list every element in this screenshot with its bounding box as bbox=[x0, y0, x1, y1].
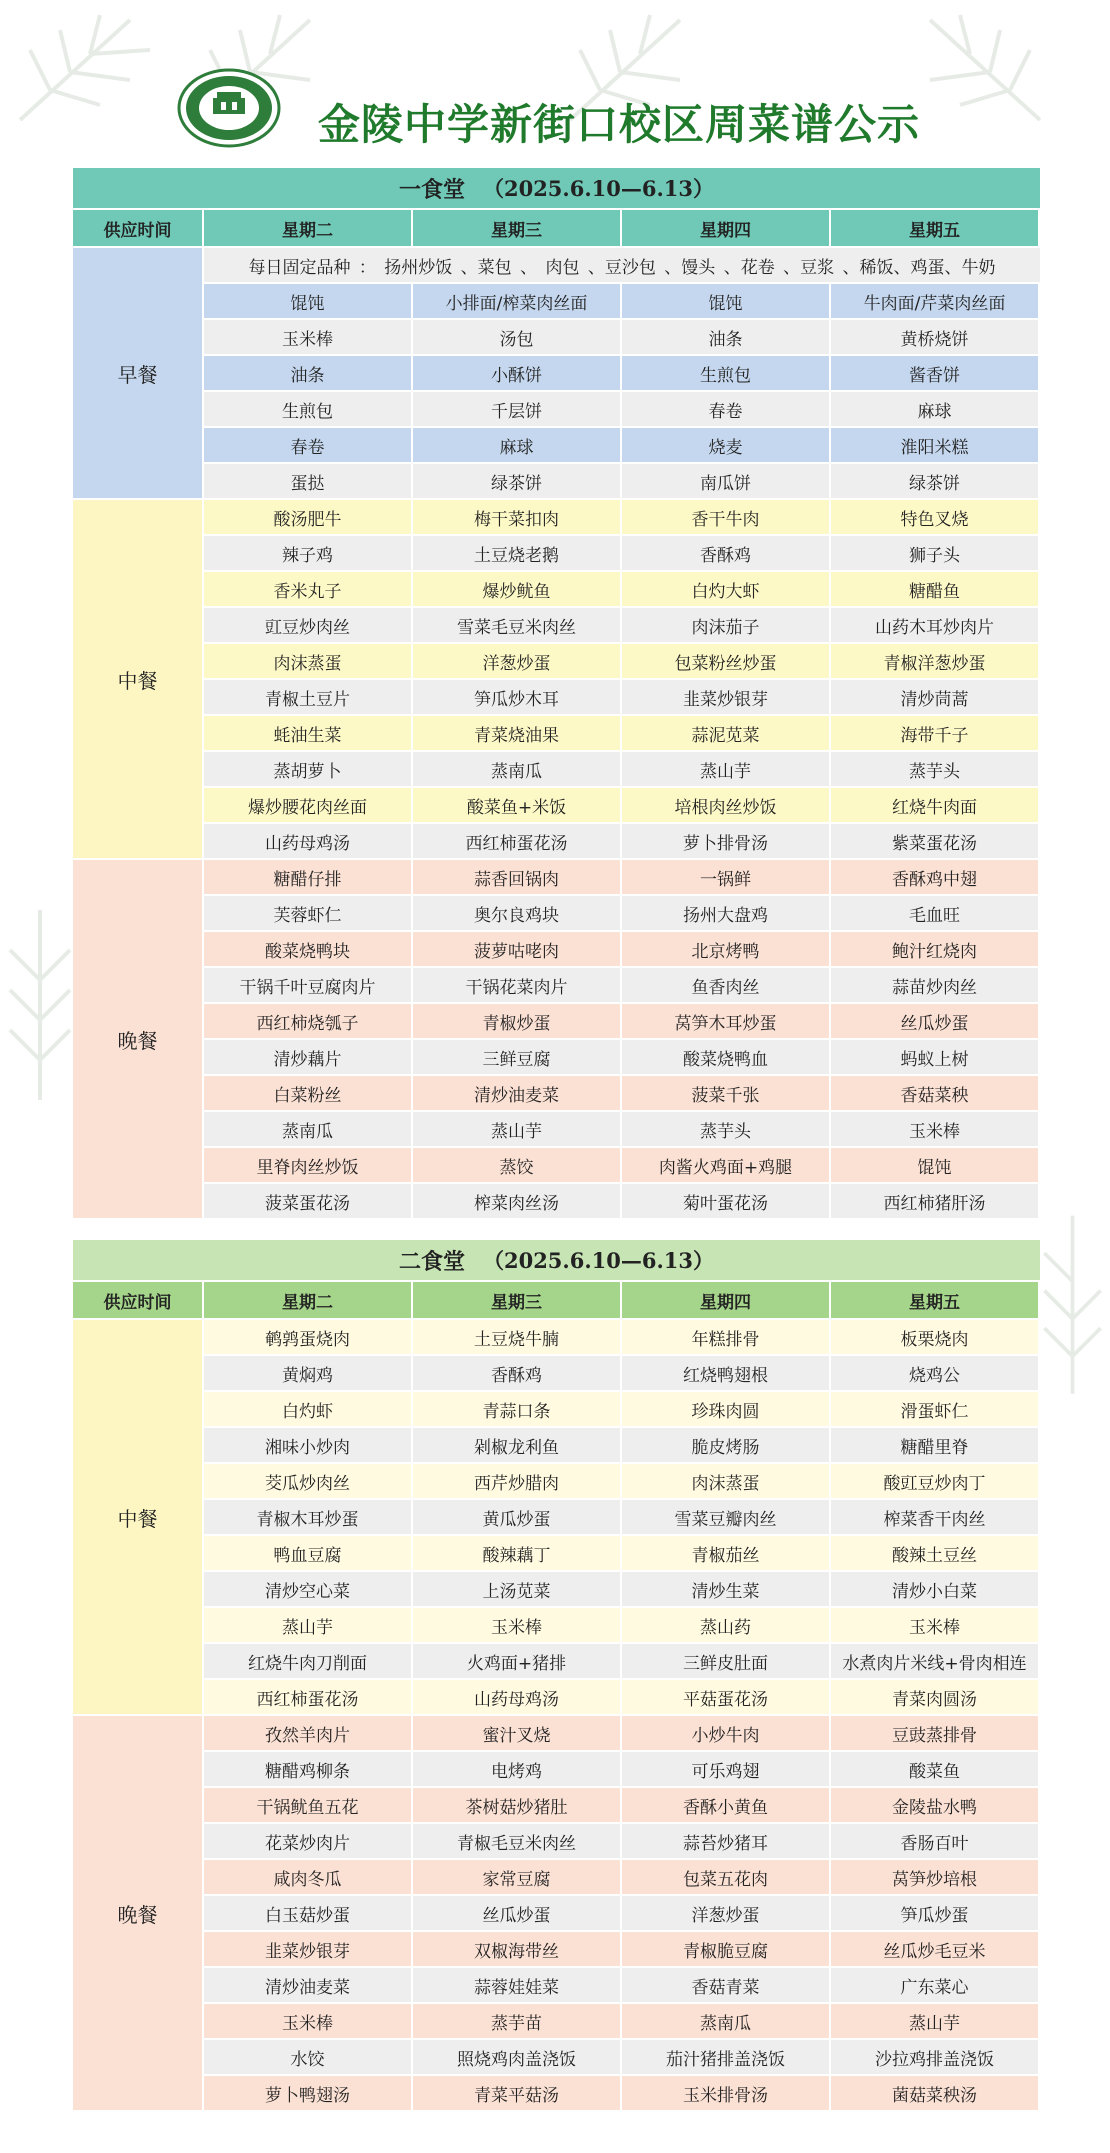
page-header bbox=[0, 50, 1110, 160]
table-row bbox=[204, 1184, 1040, 1220]
dish-cell: 干锅千叶豆腐肉片 bbox=[204, 968, 413, 1004]
dish-cell: 淮阳米糕 bbox=[831, 428, 1040, 464]
table-row bbox=[204, 1932, 1040, 1968]
dish-cell: 西红柿猪肝汤 bbox=[831, 1184, 1040, 1220]
dish-cell: 家常豆腐 bbox=[413, 1860, 622, 1896]
dish-cell: 蒜香回锅肉 bbox=[413, 860, 622, 896]
canteen-2-name: 二食堂 bbox=[398, 1249, 465, 1275]
header-cell: 星期三 bbox=[413, 210, 622, 248]
table-row bbox=[204, 1788, 1040, 1824]
dish-cell: 辣子鸡 bbox=[204, 536, 413, 572]
dish-cell: 南瓜饼 bbox=[622, 464, 831, 500]
dish-cell: 可乐鸡翅 bbox=[622, 1752, 831, 1788]
canteen-2-title-bar bbox=[73, 1240, 1040, 1282]
dish-cell: 香酥鸡中翅 bbox=[831, 860, 1040, 896]
dish-cell: 青菜烧油果 bbox=[413, 716, 622, 752]
table-row bbox=[204, 320, 1040, 356]
dish-cell: 扬州大盘鸡 bbox=[622, 896, 831, 932]
table-row bbox=[204, 788, 1040, 824]
dish-cell: 珍珠肉圆 bbox=[622, 1392, 831, 1428]
lunch-section bbox=[73, 1320, 1040, 1716]
table-row bbox=[204, 680, 1040, 716]
canteen-1-header-row bbox=[73, 210, 1040, 248]
dish-cell: 蒸胡萝卜 bbox=[204, 752, 413, 788]
dish-cell: 西芹炒腊肉 bbox=[413, 1464, 622, 1500]
dish-cell: 蒸芋头 bbox=[622, 1112, 831, 1148]
dish-cell: 鱼香肉丝 bbox=[622, 968, 831, 1004]
dish-cell: 三鲜皮肚面 bbox=[622, 1644, 831, 1680]
dish-cell: 酸汤肥牛 bbox=[204, 500, 413, 536]
dish-cell: 萝卜排骨汤 bbox=[622, 824, 831, 860]
dish-cell: 照烧鸡肉盖浇饭 bbox=[413, 2040, 622, 2076]
dish-cell: 白玉菇炒蛋 bbox=[204, 1896, 413, 1932]
table-row bbox=[204, 896, 1040, 932]
dish-cell: 牛肉面/芹菜肉丝面 bbox=[831, 284, 1040, 320]
dish-cell: 鸭血豆腐 bbox=[204, 1536, 413, 1572]
dish-cell: 青菜平菇汤 bbox=[413, 2076, 622, 2112]
dish-cell: 梅干菜扣肉 bbox=[413, 500, 622, 536]
dish-cell: 三鲜豆腐 bbox=[413, 1040, 622, 1076]
dish-cell: 水饺 bbox=[204, 2040, 413, 2076]
dish-cell: 绿茶饼 bbox=[831, 464, 1040, 500]
dish-cell: 肉沫蒸蛋 bbox=[204, 644, 413, 680]
table-row bbox=[204, 1356, 1040, 1392]
dish-cell: 海带千子 bbox=[831, 716, 1040, 752]
lunch-section bbox=[73, 500, 1040, 860]
table-row bbox=[204, 1896, 1040, 1932]
school-logo bbox=[177, 68, 281, 148]
table-row bbox=[204, 464, 1040, 500]
meal-label: 中餐 bbox=[73, 500, 204, 860]
dish-cell: 西红柿烧瓠子 bbox=[204, 1004, 413, 1040]
dish-cell: 鹌鹑蛋烧肉 bbox=[204, 1320, 413, 1356]
dish-cell: 里脊肉丝炒饭 bbox=[204, 1148, 413, 1184]
dish-cell: 菠萝咕咾肉 bbox=[413, 932, 622, 968]
dish-cell: 青菜肉圆汤 bbox=[831, 1680, 1040, 1716]
table-row bbox=[204, 1644, 1040, 1680]
dish-cell: 肉沫蒸蛋 bbox=[622, 1464, 831, 1500]
dish-cell: 蒸山芋 bbox=[622, 752, 831, 788]
dish-cell: 香肠百叶 bbox=[831, 1824, 1040, 1860]
meal-label: 晚餐 bbox=[73, 860, 204, 1220]
dish-cell: 绿茶饼 bbox=[413, 464, 622, 500]
dish-cell: 蒸山芋 bbox=[204, 1608, 413, 1644]
dish-cell: 酸菜鱼+米饭 bbox=[413, 788, 622, 824]
dish-cell: 蒸山芋 bbox=[831, 2004, 1040, 2040]
dish-cell: 豆豉蒸排骨 bbox=[831, 1716, 1040, 1752]
dish-cell: 沙拉鸡排盖浇饭 bbox=[831, 2040, 1040, 2076]
dish-cell: 玉米棒 bbox=[831, 1112, 1040, 1148]
dish-cell: 蒸山芋 bbox=[413, 1112, 622, 1148]
canteen-2-date: （2025.6.10—6.13） bbox=[482, 1248, 715, 1273]
meal-label: 早餐 bbox=[73, 248, 204, 500]
dish-cell: 榨菜香干肉丝 bbox=[831, 1500, 1040, 1536]
breakfast-section bbox=[73, 248, 1040, 500]
dish-cell: 山药木耳炒肉片 bbox=[831, 608, 1040, 644]
dish-cell: 蒸芋苗 bbox=[413, 2004, 622, 2040]
dish-cell: 黄桥烧饼 bbox=[831, 320, 1040, 356]
dish-cell: 蒸山药 bbox=[622, 1608, 831, 1644]
dish-cell: 清炒空心菜 bbox=[204, 1572, 413, 1608]
dish-cell: 电烤鸡 bbox=[413, 1752, 622, 1788]
dish-cell: 蒸芋头 bbox=[831, 752, 1040, 788]
dish-cell: 酸菜烧鸭块 bbox=[204, 932, 413, 968]
dish-cell: 韭菜炒银芽 bbox=[622, 680, 831, 716]
table-row bbox=[204, 572, 1040, 608]
table-row bbox=[204, 2040, 1040, 2076]
canteen-2-header-row bbox=[73, 1282, 1040, 1320]
dish-cell: 丝瓜炒毛豆米 bbox=[831, 1932, 1040, 1968]
dish-cell: 蒜苔炒猪耳 bbox=[622, 1824, 831, 1860]
dish-cell: 香酥鸡 bbox=[622, 536, 831, 572]
dish-cell: 清炒小白菜 bbox=[831, 1572, 1040, 1608]
dish-cell: 毛血旺 bbox=[831, 896, 1040, 932]
table-row bbox=[204, 284, 1040, 320]
dish-cell: 蚝油生菜 bbox=[204, 716, 413, 752]
dish-cell: 榨菜肉丝汤 bbox=[413, 1184, 622, 1220]
dish-cell: 酸菜烧鸭血 bbox=[622, 1040, 831, 1076]
dish-cell: 酸菜鱼 bbox=[831, 1752, 1040, 1788]
dish-cell: 糖醋鱼 bbox=[831, 572, 1040, 608]
dish-cell: 菌菇菜秧汤 bbox=[831, 2076, 1040, 2112]
canteen-1-table bbox=[73, 168, 1040, 1220]
dish-cell: 玉米棒 bbox=[204, 320, 413, 356]
table-row bbox=[204, 1716, 1040, 1752]
dish-cell: 青椒木耳炒蛋 bbox=[204, 1500, 413, 1536]
table-row bbox=[204, 968, 1040, 1004]
dish-cell: 蚂蚁上树 bbox=[831, 1040, 1040, 1076]
dish-cell: 清炒生菜 bbox=[622, 1572, 831, 1608]
dish-cell: 白菜粉丝 bbox=[204, 1076, 413, 1112]
dish-cell: 红烧鸭翅根 bbox=[622, 1356, 831, 1392]
dish-cell: 蒸南瓜 bbox=[204, 1112, 413, 1148]
fixed-items-row bbox=[204, 248, 1040, 284]
dish-cell: 白灼虾 bbox=[204, 1392, 413, 1428]
table-row bbox=[204, 1500, 1040, 1536]
canteen-1-date: （2025.6.10—6.13） bbox=[482, 176, 715, 201]
dish-cell: 菊叶蛋花汤 bbox=[622, 1184, 831, 1220]
dish-cell: 板栗烧肉 bbox=[831, 1320, 1040, 1356]
dish-cell: 咸肉冬瓜 bbox=[204, 1860, 413, 1896]
dish-cell: 玉米排骨汤 bbox=[622, 2076, 831, 2112]
header-cell: 星期二 bbox=[204, 1282, 413, 1320]
meal-label: 晚餐 bbox=[73, 1716, 204, 2112]
dish-cell: 湘味小炒肉 bbox=[204, 1428, 413, 1464]
dish-cell: 包菜五花肉 bbox=[622, 1860, 831, 1896]
dish-cell: 香菇菜秧 bbox=[831, 1076, 1040, 1112]
dish-cell: 麻球 bbox=[831, 392, 1040, 428]
dish-cell: 菠菜蛋花汤 bbox=[204, 1184, 413, 1220]
table-row bbox=[204, 1428, 1040, 1464]
canteen-1-title-bar bbox=[73, 168, 1040, 210]
table-row bbox=[204, 536, 1040, 572]
dish-cell: 孜然羊肉片 bbox=[204, 1716, 413, 1752]
dish-cell: 烧鸡公 bbox=[831, 1356, 1040, 1392]
dish-cell: 酸辣土豆丝 bbox=[831, 1536, 1040, 1572]
dish-cell: 广东菜心 bbox=[831, 1968, 1040, 2004]
table-row bbox=[204, 1148, 1040, 1184]
table-row bbox=[204, 1112, 1040, 1148]
dish-cell: 西红柿蛋花汤 bbox=[204, 1680, 413, 1716]
dish-cell: 清炒藕片 bbox=[204, 1040, 413, 1076]
table-row bbox=[204, 1464, 1040, 1500]
table-row bbox=[204, 1860, 1040, 1896]
dish-cell: 小酥饼 bbox=[413, 356, 622, 392]
dish-cell: 剁椒龙利鱼 bbox=[413, 1428, 622, 1464]
dish-cell: 青椒炒蛋 bbox=[413, 1004, 622, 1040]
dish-cell: 清炒油麦菜 bbox=[204, 1968, 413, 2004]
dish-cell: 特色叉烧 bbox=[831, 500, 1040, 536]
dish-cell: 红烧牛肉面 bbox=[831, 788, 1040, 824]
table-row bbox=[204, 1572, 1040, 1608]
table-row bbox=[204, 1968, 1040, 2004]
dish-cell: 金陵盐水鸭 bbox=[831, 1788, 1040, 1824]
dish-cell: 蜜汁叉烧 bbox=[413, 1716, 622, 1752]
dish-cell: 雪菜毛豆米肉丝 bbox=[413, 608, 622, 644]
header-cell: 星期三 bbox=[413, 1282, 622, 1320]
dish-cell: 酸辣藕丁 bbox=[413, 1536, 622, 1572]
dish-cell: 丝瓜炒蛋 bbox=[413, 1896, 622, 1932]
header-cell: 供应时间 bbox=[73, 1282, 204, 1320]
dish-cell: 油条 bbox=[622, 320, 831, 356]
table-row bbox=[204, 356, 1040, 392]
dish-cell: 馄饨 bbox=[204, 284, 413, 320]
table-row bbox=[204, 1536, 1040, 1572]
dish-cell: 菠菜千张 bbox=[622, 1076, 831, 1112]
dish-cell: 培根肉丝炒饭 bbox=[622, 788, 831, 824]
dish-cell: 包菜粉丝炒蛋 bbox=[622, 644, 831, 680]
dish-cell: 滑蛋虾仁 bbox=[831, 1392, 1040, 1428]
dish-cell: 春卷 bbox=[622, 392, 831, 428]
header-cell: 星期四 bbox=[622, 1282, 831, 1320]
table-row bbox=[204, 1320, 1040, 1356]
dinner-section bbox=[73, 860, 1040, 1220]
dish-cell: 生煎包 bbox=[622, 356, 831, 392]
decorative-leaf bbox=[0, 900, 80, 1100]
page-title: 金陵中学新街口校区周菜谱公示 bbox=[318, 100, 921, 149]
dish-cell: 玉米棒 bbox=[204, 2004, 413, 2040]
dish-cell: 小炒牛肉 bbox=[622, 1716, 831, 1752]
dish-cell: 蛋挞 bbox=[204, 464, 413, 500]
table-row bbox=[204, 932, 1040, 968]
dish-cell: 麻球 bbox=[413, 428, 622, 464]
dish-cell: 香酥鸡 bbox=[413, 1356, 622, 1392]
table-row bbox=[204, 1040, 1040, 1076]
dish-cell: 茭瓜炒肉丝 bbox=[204, 1464, 413, 1500]
dish-cell: 白灼大虾 bbox=[622, 572, 831, 608]
dish-cell: 红烧牛肉刀削面 bbox=[204, 1644, 413, 1680]
dish-cell: 蒸南瓜 bbox=[622, 2004, 831, 2040]
table-row bbox=[204, 1392, 1040, 1428]
dish-cell: 鲍汁红烧肉 bbox=[831, 932, 1040, 968]
table-row bbox=[204, 644, 1040, 680]
dish-cell: 春卷 bbox=[204, 428, 413, 464]
dish-cell: 双椒海带丝 bbox=[413, 1932, 622, 1968]
dish-cell: 干锅花菜肉片 bbox=[413, 968, 622, 1004]
dish-cell: 黄焖鸡 bbox=[204, 1356, 413, 1392]
dish-cell: 干锅鱿鱼五花 bbox=[204, 1788, 413, 1824]
canteen-1-name: 一食堂 bbox=[398, 177, 465, 203]
dish-cell: 青椒毛豆米肉丝 bbox=[413, 1824, 622, 1860]
dish-cell: 蒸南瓜 bbox=[413, 752, 622, 788]
dish-cell: 爆炒腰花肉丝面 bbox=[204, 788, 413, 824]
dish-cell: 北京烤鸭 bbox=[622, 932, 831, 968]
dish-cell: 青椒洋葱炒蛋 bbox=[831, 644, 1040, 680]
dish-cell: 汤包 bbox=[413, 320, 622, 356]
dish-cell: 生煎包 bbox=[204, 392, 413, 428]
dish-cell: 洋葱炒蛋 bbox=[413, 644, 622, 680]
table-row bbox=[204, 860, 1040, 896]
table-row bbox=[204, 500, 1040, 536]
dish-cell: 香干牛肉 bbox=[622, 500, 831, 536]
table-row bbox=[204, 1680, 1040, 1716]
table-row bbox=[204, 1076, 1040, 1112]
dish-cell: 雪菜豆瓣肉丝 bbox=[622, 1500, 831, 1536]
canteen-2-table bbox=[73, 1240, 1040, 2112]
dish-cell: 莴笋木耳炒蛋 bbox=[622, 1004, 831, 1040]
dish-cell: 玉米棒 bbox=[413, 1608, 622, 1644]
header-cell: 星期五 bbox=[831, 210, 1040, 248]
dish-cell: 西红柿蛋花汤 bbox=[413, 824, 622, 860]
meal-label: 中餐 bbox=[73, 1320, 204, 1716]
dish-cell: 山药母鸡汤 bbox=[413, 1680, 622, 1716]
table-row bbox=[204, 716, 1040, 752]
header-cell: 星期二 bbox=[204, 210, 413, 248]
dish-cell: 上汤苋菜 bbox=[413, 1572, 622, 1608]
dish-cell: 脆皮烤肠 bbox=[622, 1428, 831, 1464]
dish-cell: 馄饨 bbox=[831, 1148, 1040, 1184]
dish-cell: 水煮肉片米线+骨肉相连 bbox=[831, 1644, 1040, 1680]
table-row bbox=[204, 2076, 1040, 2112]
header-cell: 星期五 bbox=[831, 1282, 1040, 1320]
dish-cell: 韭菜炒银芽 bbox=[204, 1932, 413, 1968]
dish-cell: 洋葱炒蛋 bbox=[622, 1896, 831, 1932]
dish-cell: 清炒油麦菜 bbox=[413, 1076, 622, 1112]
table-row bbox=[204, 1752, 1040, 1788]
dish-cell: 紫菜蛋花汤 bbox=[831, 824, 1040, 860]
dish-cell: 爆炒鱿鱼 bbox=[413, 572, 622, 608]
dish-cell: 玉米棒 bbox=[831, 1608, 1040, 1644]
dish-cell: 烧麦 bbox=[622, 428, 831, 464]
dish-cell: 莴笋炒培根 bbox=[831, 1860, 1040, 1896]
dish-cell: 香米丸子 bbox=[204, 572, 413, 608]
dish-cell: 青椒脆豆腐 bbox=[622, 1932, 831, 1968]
table-row bbox=[204, 1824, 1040, 1860]
dish-cell: 茶树菇炒猪肚 bbox=[413, 1788, 622, 1824]
dish-cell: 蒜泥苋菜 bbox=[622, 716, 831, 752]
dish-cell: 青椒土豆片 bbox=[204, 680, 413, 716]
dish-cell: 奥尔良鸡块 bbox=[413, 896, 622, 932]
dish-cell: 豇豆炒肉丝 bbox=[204, 608, 413, 644]
table-row bbox=[204, 1004, 1040, 1040]
table-row bbox=[204, 2004, 1040, 2040]
dish-cell: 馄饨 bbox=[622, 284, 831, 320]
dish-cell: 年糕排骨 bbox=[622, 1320, 831, 1356]
dish-cell: 酱香饼 bbox=[831, 356, 1040, 392]
dinner-section bbox=[73, 1716, 1040, 2112]
dish-cell: 青椒茄丝 bbox=[622, 1536, 831, 1572]
dish-cell: 芙蓉虾仁 bbox=[204, 896, 413, 932]
decorative-leaf bbox=[1035, 1200, 1110, 1400]
dish-cell: 糖醋鸡柳条 bbox=[204, 1752, 413, 1788]
dish-cell: 平菇蛋花汤 bbox=[622, 1680, 831, 1716]
dish-cell: 蒜苗炒肉丝 bbox=[831, 968, 1040, 1004]
dish-cell: 千层饼 bbox=[413, 392, 622, 428]
dish-cell: 香菇青菜 bbox=[622, 1968, 831, 2004]
dish-cell: 花菜炒肉片 bbox=[204, 1824, 413, 1860]
dish-cell: 笋瓜炒蛋 bbox=[831, 1896, 1040, 1932]
dish-cell: 蒜蓉娃娃菜 bbox=[413, 1968, 622, 2004]
table-row bbox=[204, 1608, 1040, 1644]
table-row bbox=[204, 608, 1040, 644]
dish-cell: 油条 bbox=[204, 356, 413, 392]
header-cell: 供应时间 bbox=[73, 210, 204, 248]
table-row bbox=[204, 392, 1040, 428]
dish-cell: 土豆烧老鹅 bbox=[413, 536, 622, 572]
dish-cell: 小排面/榨菜肉丝面 bbox=[413, 284, 622, 320]
dish-cell: 茄汁猪排盖浇饭 bbox=[622, 2040, 831, 2076]
dish-cell: 酸豇豆炒肉丁 bbox=[831, 1464, 1040, 1500]
dish-cell: 青蒜口条 bbox=[413, 1392, 622, 1428]
dish-cell: 山药母鸡汤 bbox=[204, 824, 413, 860]
header-cell: 星期四 bbox=[622, 210, 831, 248]
dish-cell: 笋瓜炒木耳 bbox=[413, 680, 622, 716]
dish-cell: 糖醋里脊 bbox=[831, 1428, 1040, 1464]
dish-cell: 火鸡面+猪排 bbox=[413, 1644, 622, 1680]
dish-cell: 萝卜鸭翅汤 bbox=[204, 2076, 413, 2112]
dish-cell: 丝瓜炒蛋 bbox=[831, 1004, 1040, 1040]
dish-cell: 蒸饺 bbox=[413, 1148, 622, 1184]
dish-cell: 狮子头 bbox=[831, 536, 1040, 572]
table-row bbox=[204, 428, 1040, 464]
dish-cell: 肉沫茄子 bbox=[622, 608, 831, 644]
dish-cell: 土豆烧牛腩 bbox=[413, 1320, 622, 1356]
dish-cell: 糖醋仔排 bbox=[204, 860, 413, 896]
dish-cell: 一锅鲜 bbox=[622, 860, 831, 896]
dish-cell: 肉酱火鸡面+鸡腿 bbox=[622, 1148, 831, 1184]
dish-cell: 香酥小黄鱼 bbox=[622, 1788, 831, 1824]
table-row bbox=[204, 824, 1040, 860]
fixed-items-text: 每日固定品种 ： 扬州炒饭 、菜包 、 肉包 、豆沙包 、馒头 、花卷 、豆浆 、稀饭、鸡蛋、牛奶 bbox=[204, 248, 1040, 284]
table-row bbox=[204, 752, 1040, 788]
dish-cell: 清炒茼蒿 bbox=[831, 680, 1040, 716]
dish-cell: 黄瓜炒蛋 bbox=[413, 1500, 622, 1536]
